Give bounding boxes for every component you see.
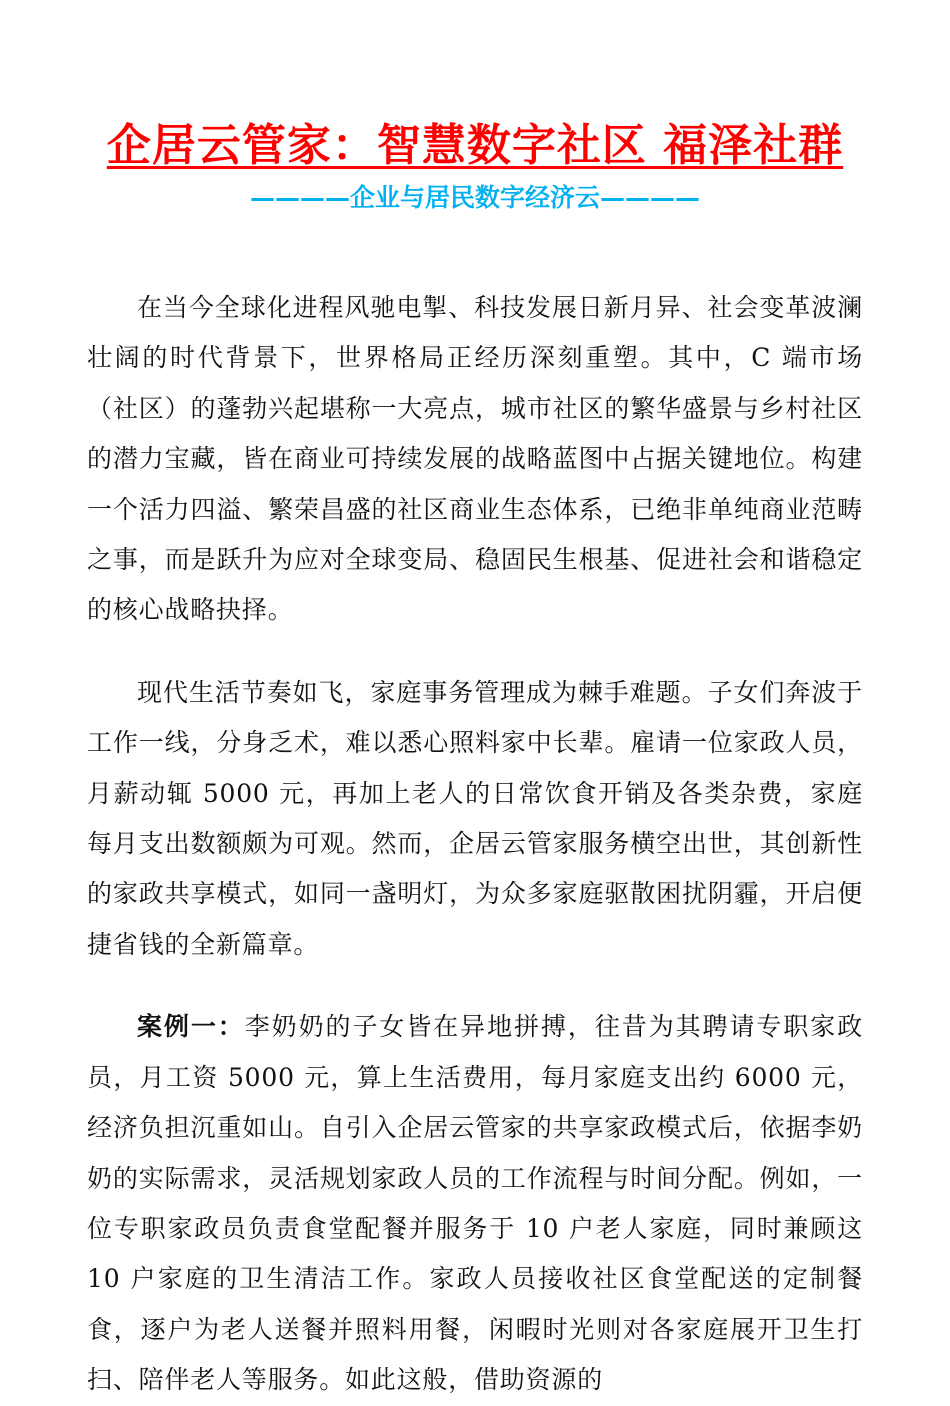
document-title <box>0 120 950 172</box>
document-title-text: 企居云管家：智慧数字社区 福泽社群 <box>106 120 844 171</box>
document-subtitle: ————企业与居民数字经济云———— <box>249 183 700 212</box>
paragraph-intro: 在当今全球化进程风驰电掣、科技发展日新月异、社会变革波澜壮阔的时代背景下，世界格局正经历深刻重塑。其中，C 端市场（社区）的蓬勃兴起堪称一大亮点，城市社区的繁华盛景与乡村社区的潜力宝藏，皆在商业可持续发展的战略蓝图中占据关键地位。构建一个活力四溢、繁荣昌盛的社区商业生态体系，已绝非单纯商业范畴之事，而是跃升为应对全球变局、稳固民生根基、促进社会和谐稳定的核心战略抉择。 <box>87 293 863 625</box>
document-body <box>87 283 863 1406</box>
case-text: 李奶奶的子女皆在异地拼搏，往昔为其聘请专职家政员，月工资 5000 元，算上生活费用，每月家庭支出约 6000 元，经济负担沉重如山。自引入企居云管家的共享家政模式后，依据李奶奶的实际需求，灵活规划家政人员的工作流程与时间分配。例如，一位专职家政员负责食堂配餐并服务于 10 户老人家庭，同时兼顾这 10 户家庭的卫生清洁工作。家政人员接收社区食堂配送的定制餐食，逐户为老人送餐并照料用餐，闲暇时光则对各家庭展开卫生打扫、陪伴老人等服务。如此这般，借助资源的 <box>87 1012 864 1395</box>
paragraph-gap <box>87 636 863 668</box>
paragraph-case-one <box>87 1002 863 1405</box>
paragraph-household: 现代生活节奏如飞，家庭事务管理成为棘手难题。子女们奔波于工作一线，分身乏术，难以悉心照料家中长辈。雇请一位家政人员，月薪动辄 5000 元，再加上老人的日常饮食开销及各类杂费，家庭每月支出数额颇为可观。然而，企居云管家服务横空出世，其创新性的家政共享模式，如同一盏明灯，为众多家庭驱散困扰阴霾，开启便捷省钱的全新篇章。 <box>87 677 863 959</box>
case-label: 案例一： <box>137 1012 245 1042</box>
paragraph-gap <box>87 970 863 1002</box>
